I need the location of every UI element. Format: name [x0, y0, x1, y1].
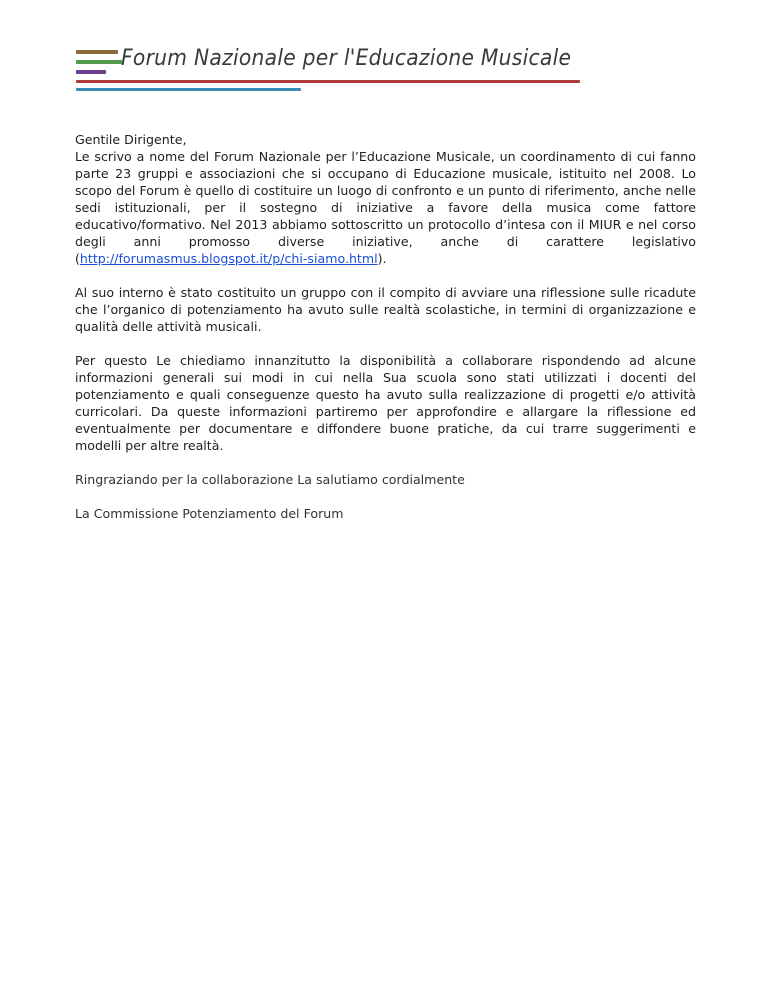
logo-rule-red: [76, 80, 580, 83]
link-close-paren: ).: [377, 251, 387, 266]
link-open-paren: (: [75, 251, 80, 266]
paragraph-group: Al suo interno è stato costituito un gruppo con il compito di avviare una riflessione sulle ricadute che l’organico di potenziamento ha avuto sulle realtà scolastiche, in termini di organizzazione e qualità delle attività musicali.: [75, 285, 696, 334]
forum-link[interactable]: http://forumasmus.blogspot.it/p/chi-siamo.html: [79, 251, 378, 266]
paragraph-intro: [75, 148, 696, 267]
salutation: Gentile Dirigente,: [75, 132, 187, 147]
closing-line: Ringraziando per la collaborazione La salutiamo cordialmente: [75, 472, 465, 487]
letterhead-title: Forum Nazionale per l'Educazione Musicale: [121, 46, 572, 71]
logo-stripe-brown: [76, 50, 118, 54]
logo-stripe-green: [76, 60, 122, 64]
paragraph-request: Per questo Le chiediamo innanzitutto la disponibilità a collaborare rispondendo ad alcune informazioni generali sui modi in cui nella Sua scuola sono stati utilizzati i docenti del potenziamento e quali conseguenze questo ha avuto sulla realizzazione di progetti e/o attività curricolari. Da queste informazioni partiremo per approfondire e allargare la riflessione ed eventualmente per documentare e diffondere buone pratiche, da cui trarre suggerimenti e modelli per altre realtà.: [75, 353, 696, 453]
signature: La Commissione Potenziamento del Forum: [75, 506, 344, 521]
logo-rule-blue: [76, 88, 301, 91]
letter-body: [75, 131, 696, 539]
logo-stripe-purple: [76, 70, 106, 74]
letterhead: [0, 0, 768, 110]
paragraph-intro-text: Le scrivo a nome del Forum Nazionale per l’Educazione Musicale, un coordinamento di cui fanno parte 23 gruppi e associazioni che si occupano di Educazione musicale, istituito nel 2008. Lo scopo del Forum è quello di costituire un luogo di confronto e un punto di riferimento, anche nelle sedi istituzionali, per il sostegno di iniziative a favore della musica come fattore educativo/formativo. Nel 2013 abbiamo sottoscritto un protocollo d’intesa con il MIUR e nel corso degli anni promosso diverse iniziative, anche di carattere legislativo: [75, 149, 696, 249]
